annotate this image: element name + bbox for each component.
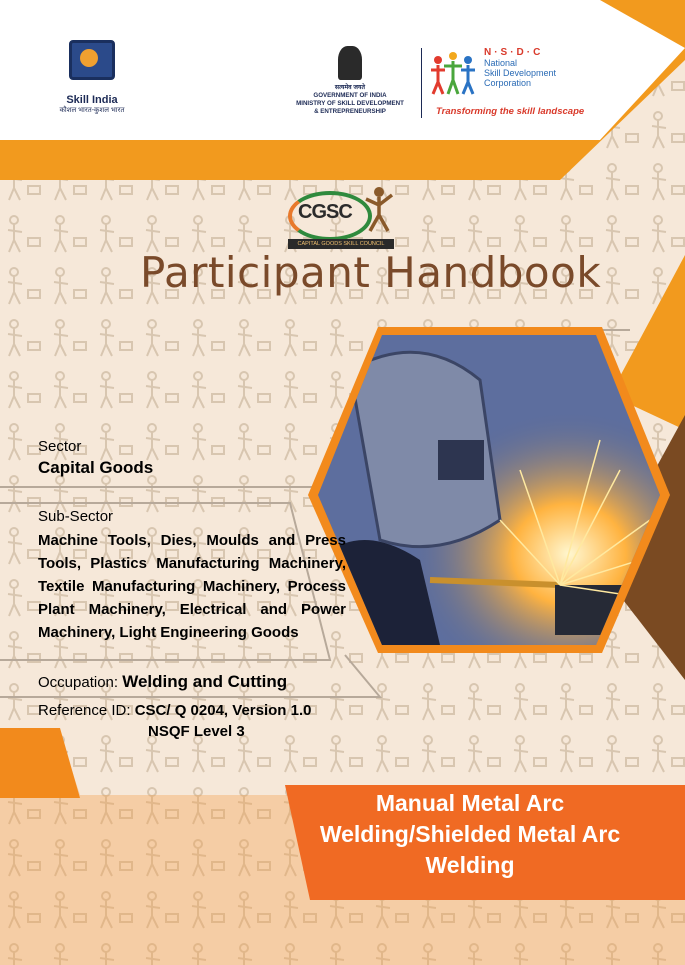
sector-label: Sector — [38, 438, 82, 455]
occupation-label: Occupation: — [38, 674, 119, 691]
reference-id — [38, 702, 311, 719]
sector-value: Capital Goods — [38, 458, 154, 477]
skill-india-title: Skill India — [66, 94, 118, 106]
qualification-title: Manual Metal Arc Welding/Shielded Metal Arc Welding — [319, 790, 621, 878]
nsdc-abbr: N·S·D·C — [484, 47, 544, 58]
nsdc-name-line1: National — [484, 58, 518, 68]
cgsc-name: CAPITAL GOODS SKILL COUNCIL — [288, 239, 394, 249]
nsqf-level: NSQF Level 3 — [148, 723, 245, 740]
occupation — [38, 672, 287, 692]
reference-value: CSC/ Q 0204, Version 1.0 — [134, 702, 312, 719]
nsdc-tagline: Transforming the skill landscape — [436, 106, 585, 117]
government-line2: MINISTRY OF SKILL DEVELOPMENT — [296, 100, 404, 107]
sub-sector-label: Sub-Sector — [38, 508, 114, 525]
cgsc-abbr: CGSC — [298, 201, 352, 223]
skill-india-tagline: कौशल भारत-कुशल भारत — [59, 107, 125, 114]
reference-label: Reference ID: — [38, 702, 131, 719]
nsdc-name-line2: Skill Development — [484, 68, 557, 78]
government-line3: & ENTREPRENEURSHIP — [314, 108, 386, 115]
sub-sector-value: Machine Tools, Dies, Moulds and Press Tools, Plastics Manufacturing Machinery, Textile Manufacturing Machinery, Process Plant Machinery, Electrical and Power Machinery, Light Engineering Goods — [38, 532, 346, 641]
government-line1: GOVERNMENT OF INDIA — [313, 92, 387, 99]
government-hindi: सत्यमेव जयते — [334, 84, 366, 91]
page-title: Participant Handbook — [140, 248, 602, 297]
occupation-value: Welding and Cutting — [122, 672, 288, 691]
nsdc-name-line3: Corporation — [484, 78, 532, 88]
